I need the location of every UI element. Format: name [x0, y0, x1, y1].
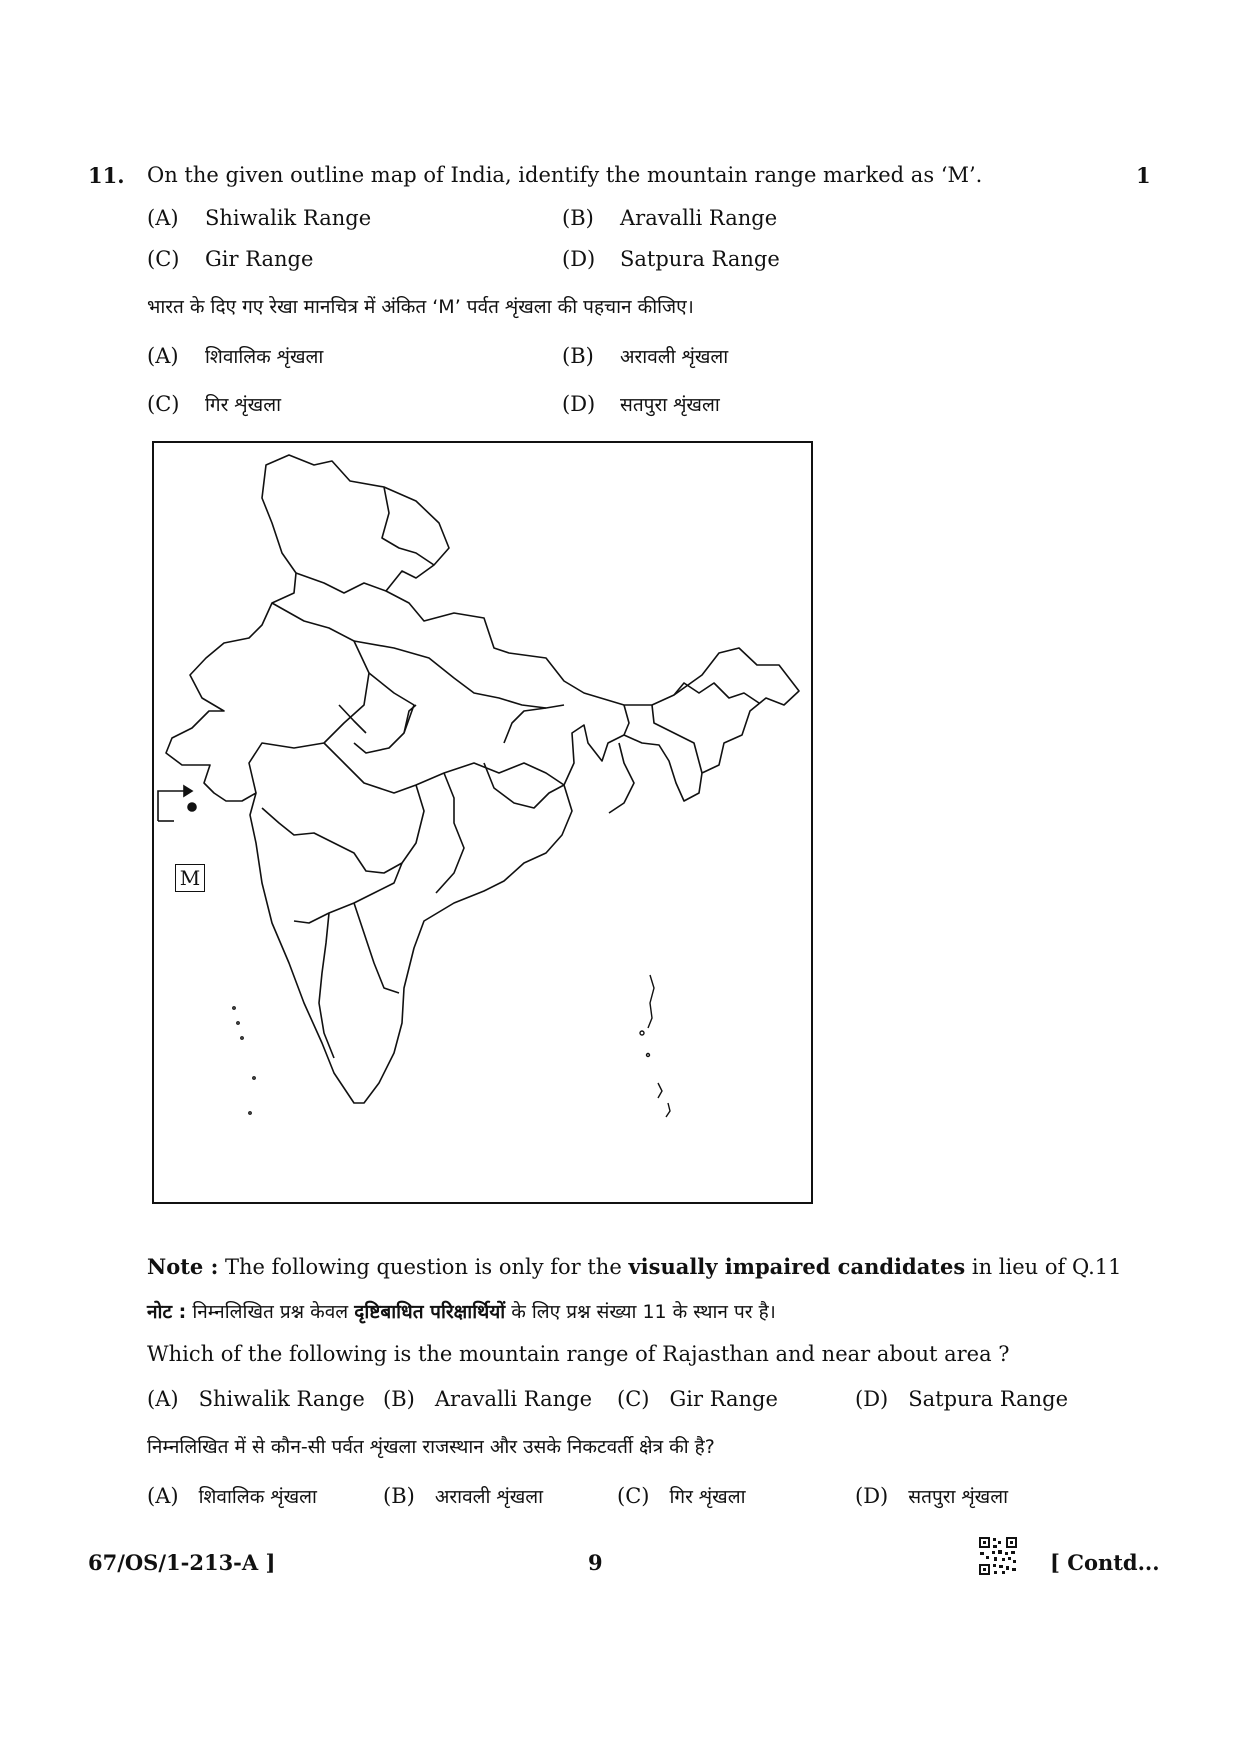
marker-m-arrow — [158, 786, 196, 821]
question-marks: 1 — [1136, 163, 1151, 188]
qr-code-icon — [978, 1536, 1018, 1576]
alt-option-b-hindi: (B) अरावली शृंखला — [383, 1484, 544, 1508]
question-text: On the given outline map of India, identify the mountain range marked as ‘M’. — [147, 163, 983, 187]
question-text-hindi: भारत के दिए गए रेखा मानचित्र में अंकित ‘M’ पर्वत शृंखला की पहचान कीजिए। — [147, 296, 694, 318]
note-hindi: नोट : निम्नलिखित प्रश्न केवल दृष्टिबाधित परिक्षार्थियों के लिए प्रश्न संख्या 11 के स्थान पर है। — [147, 1301, 776, 1323]
alt-option-d: (D) Satpura Range — [855, 1387, 1069, 1411]
alt-option-c: (C) Gir Range — [617, 1387, 778, 1411]
andaman-islands — [648, 975, 654, 1028]
note-prefix: Note : — [147, 1254, 219, 1279]
marker-m-label: M — [175, 864, 205, 892]
india-outline-map — [152, 441, 813, 1204]
alt-option-a: (A) Shiwalik Range — [147, 1387, 365, 1411]
option-a: (A) Shiwalik Range — [147, 206, 372, 230]
india-map-svg — [154, 443, 811, 1202]
alt-option-c-hindi: (C) गिर शृंखला — [617, 1484, 746, 1508]
alt-option-d-hindi: (D) सतपुरा शृंखला — [855, 1484, 1009, 1508]
option-c-hindi: (C) गिर शृंखला — [147, 392, 281, 416]
note-english: Note : The following question is only for the visually impaired candidates in lieu of Q.11 — [147, 1254, 1122, 1279]
option-c: (C) Gir Range — [147, 247, 314, 271]
option-b: (B) Aravalli Range — [562, 206, 778, 230]
page-number: 9 — [588, 1550, 603, 1575]
option-b-hindi: (B) अरावली शृंखला — [562, 344, 729, 368]
alt-option-a-hindi: (A) शिवालिक शृंखला — [147, 1484, 317, 1508]
alt-option-b: (B) Aravalli Range — [383, 1387, 593, 1411]
option-a-hindi: (A) शिवालिक शृंखला — [147, 344, 324, 368]
note-bold: visually impaired candidates — [628, 1254, 966, 1279]
question-number: 11. — [88, 163, 125, 188]
paper-code: 67/OS/1-213-A ] — [88, 1550, 276, 1575]
alt-question: Which of the following is the mountain range of Rajasthan and near about area ? — [147, 1342, 1010, 1366]
option-d: (D) Satpura Range — [562, 247, 780, 271]
india-outline — [166, 455, 799, 1103]
option-d-hindi: (D) सतपुरा शृंखला — [562, 392, 720, 416]
continued-label: [ Contd... — [1050, 1550, 1160, 1575]
alt-question-hindi: निम्नलिखित में से कौन-सी पर्वत शृंखला राजस्थान और उसके निकटवर्ती क्षेत्र की है? — [147, 1436, 715, 1458]
